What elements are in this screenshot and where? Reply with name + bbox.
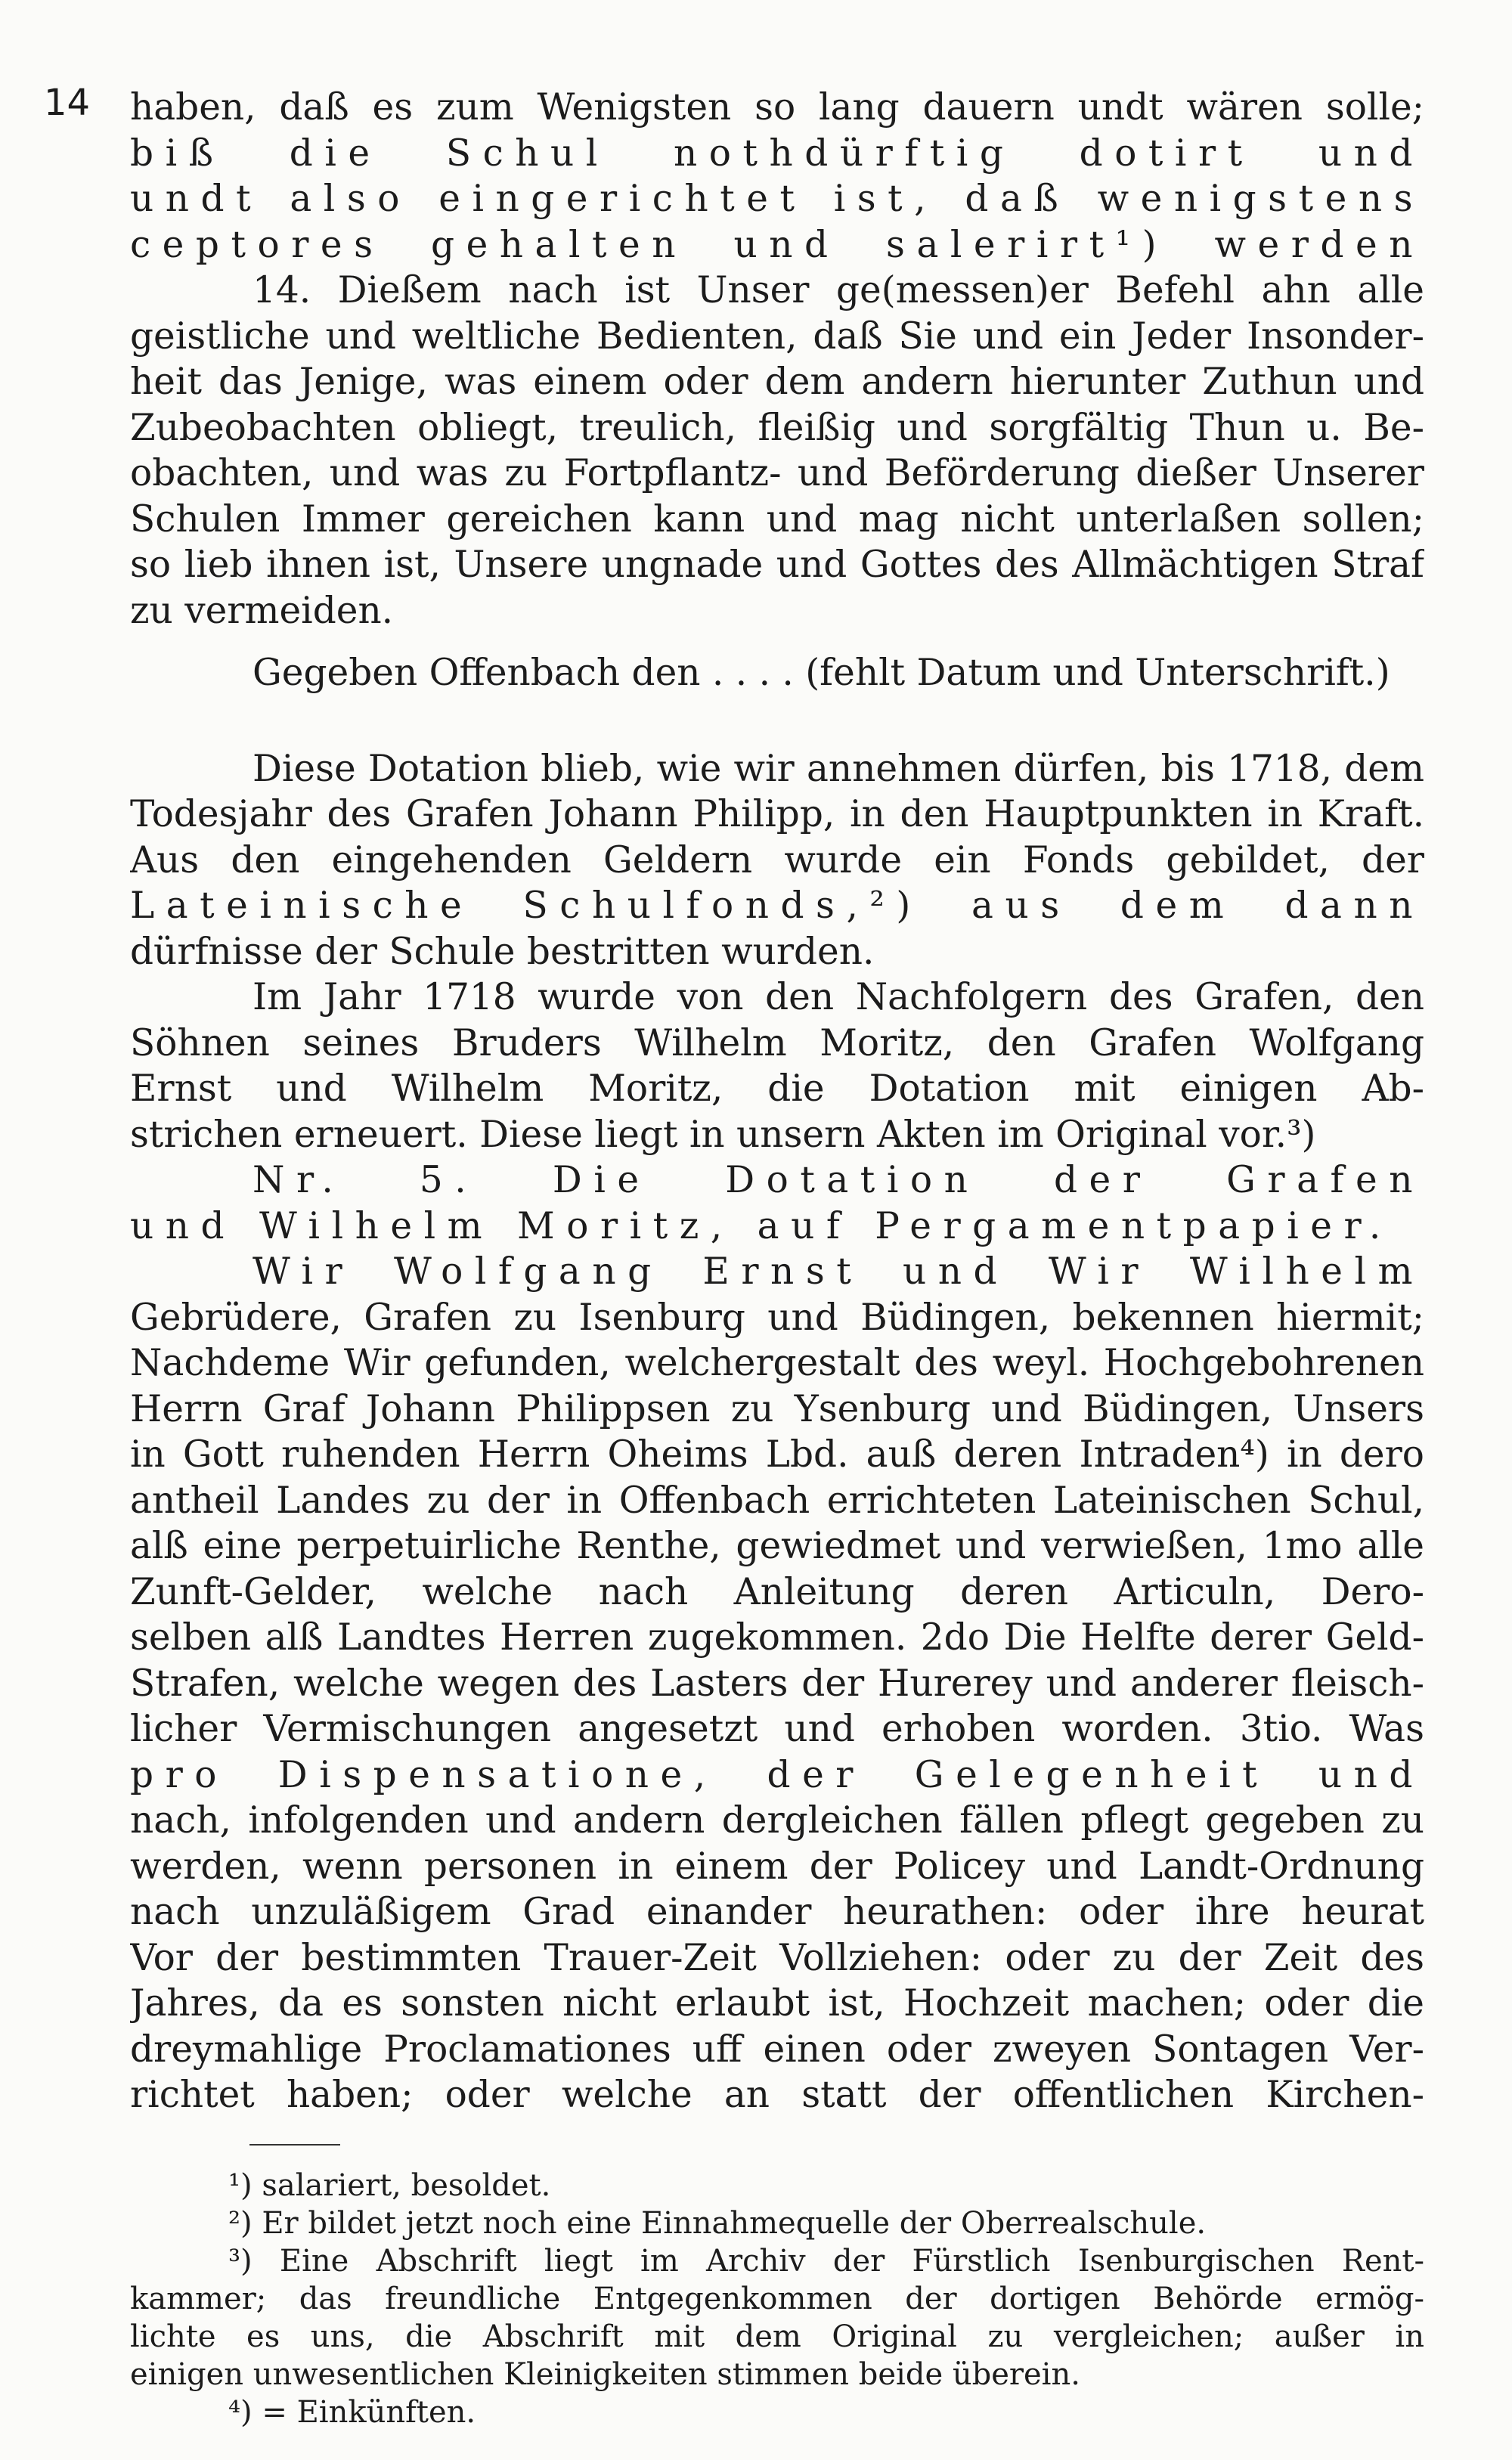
footnote: ⁴) = Einkünften. — [228, 2395, 476, 2430]
text-line: dreymahlige Proclamationes uff einen oder zweyen Sontagen Ver- — [130, 2028, 1424, 2071]
text-line: strichen erneuert. Diese liegt in unsern Akten im Original vor.³) — [130, 1113, 1316, 1156]
text-line: in Gott ruhenden Herrn Oheims Lbd. auß deren Intraden⁴) in dero — [130, 1433, 1424, 1476]
text-line: Söhnen seines Bruders Wilhelm Moritz, den Grafen Wolfgang — [130, 1021, 1424, 1064]
text-line: Wir Wolfgang Ernst und Wir Wilhelm — [253, 1250, 1424, 1293]
text-line: Aus den eingehenden Geldern wurde ein Fonds gebildet, der — [130, 838, 1424, 881]
text-line: alß eine perpetuirliche Renthe, gewiedmet und verwießen, 1mo alle — [130, 1525, 1424, 1567]
text-line: dürfnisse der Schule bestritten wurden. — [130, 930, 875, 973]
text-line: und Wilhelm Moritz, auf Pergamentpapier. — [130, 1204, 1393, 1247]
text-line: Todesjahr des Grafen Johann Philipp, in den Hauptpunkten in Kraft. — [130, 793, 1424, 835]
main-text — [130, 85, 1424, 2118]
text-line: Lateinische Schulfonds,²) aus dem dann — [130, 885, 1424, 927]
text-line: Diese Dotation blieb, wie wir annehmen dürfen, bis 1718, dem — [253, 747, 1424, 790]
text-line: Ernst und Wilhelm Moritz, die Dotation mit einigen Ab- — [130, 1067, 1424, 1110]
text-line: Nr. 5. Die Dotation der Grafen — [253, 1159, 1424, 1201]
text-line: haben, daß es zum Wenigsten so lang dauern undt wären solle; — [130, 86, 1424, 129]
text-line: ceptores gehalten und salerirt¹) werden — [130, 223, 1424, 266]
footnote: ¹) salariert, besoldet. — [228, 2168, 551, 2203]
text-line: Schulen Immer gereichen kann und mag nicht unterlaßen sollen; — [130, 497, 1424, 541]
text-line: Nachdeme Wir gefunden, welchergestalt des weyl. Hochgebohrenen — [130, 1342, 1424, 1384]
text-line: so lieb ihnen ist, Unsere ungnade und Gottes des Allmächtigen Straf — [130, 544, 1424, 586]
text-line: nach unzuläßigem Grad einander heurathen: oder ihre heurat — [130, 1891, 1424, 1933]
text-line: geistliche und weltliche Bedienten, daß Sie und ein Jeder Insonder- — [130, 314, 1424, 358]
text-line: undt also eingerichtet ist, daß wenigstens — [130, 178, 1424, 220]
text-line: zu vermeiden. — [130, 589, 394, 632]
text-line: pro Dispensatione, der Gelegenheit und — [130, 1753, 1424, 1796]
text-line: Herrn Graf Johann Philippsen zu Ysenburg und Büdingen, Unsers — [130, 1387, 1424, 1430]
text-line: heit das Jenige, was einem oder dem andern hierunter Zuthun und — [130, 361, 1424, 403]
text-line: nach, infolgenden und andern dergleichen fällen pflegt gegeben zu — [130, 1799, 1424, 1842]
text-line: Jahres, da es sonsten nicht erlaubt ist, Hochzeit machen; oder die — [130, 1982, 1424, 2025]
text-line: Strafen, welche wegen des Lasters der Hurerey und anderer fleisch- — [130, 1662, 1424, 1705]
footnote: ²) Er bildet jetzt noch eine Einnahmequelle der Oberrealschule. — [228, 2206, 1207, 2241]
text-line: werden, wenn personen in einem der Policey und Landt-Ordnung — [130, 1845, 1424, 1888]
text-line: licher Vermischungen angesetzt und erhoben worden. 3tio. Was — [130, 1708, 1424, 1750]
text-line: richtet haben; oder welche an statt der offentlichen Kirchen- — [130, 2074, 1424, 2116]
text-line: Vor der bestimmten Trauer-Zeit Vollziehen: oder zu der Zeit des — [130, 1936, 1424, 1979]
text-line: Zubeobachten obliegt, treulich, fleißig und sorgfältig Thun u. Be- — [130, 406, 1424, 449]
text-line: biß die Schul nothdürftig dotirt und — [130, 132, 1424, 175]
text-line: Zunft-Gelder, welche nach Anleitung deren Articuln, Dero- — [130, 1570, 1424, 1613]
footnote: einigen unwesentlichen Kleinigkeiten stimmen beide überein. — [130, 2357, 1080, 2392]
text-line: antheil Landes zu der in Offenbach errichteten Lateinischen Schul, — [130, 1479, 1424, 1522]
text-line: Gegeben Offenbach den . . . . (fehlt Datum und Unterschrift.) — [253, 652, 1390, 694]
footnote: ³) Eine Abschrift liegt im Archiv der Fürstlich Isenburgischen Rent- — [228, 2244, 1424, 2279]
footnotes — [130, 2167, 1424, 2431]
footnote: lichte es uns, die Abschrift mit dem Original zu vergleichen; außer in — [130, 2319, 1424, 2354]
text-line: Gebrüdere, Grafen zu Isenburg und Büdingen, bekennen hiermit; — [130, 1296, 1424, 1339]
text-line: selben alß Landtes Herren zugekommen. 2do Die Helfte derer Geld- — [130, 1616, 1424, 1659]
footnote: kammer; das freundliche Entgegenkommen der dortigen Behörde ermög- — [130, 2282, 1424, 2316]
text-line: 14. Dießem nach ist Unser ge(messen)er Befehl ahn alle — [253, 269, 1424, 311]
text-line: obachten, und was zu Fortpflantz- und Beförderung dießer Unserer — [130, 452, 1424, 494]
footnote-divider — [249, 2144, 340, 2146]
page-number: 14 — [44, 82, 91, 124]
text-line: Im Jahr 1718 wurde von den Nachfolgern des Grafen, den — [253, 976, 1424, 1018]
